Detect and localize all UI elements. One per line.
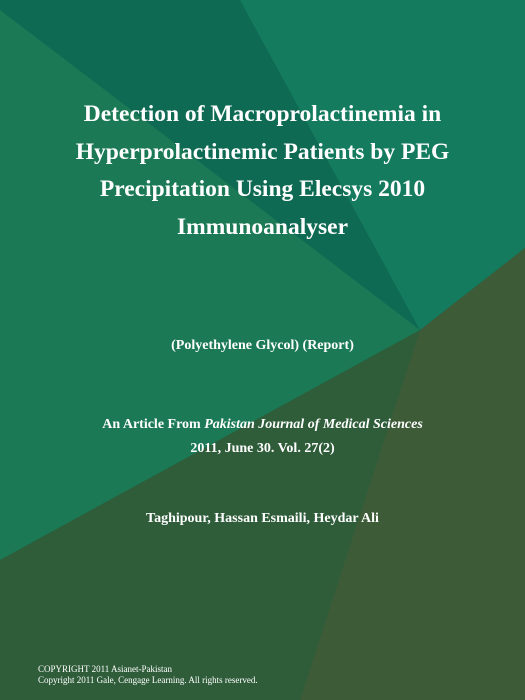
authors: Taghipour, Hassan Esmaili, Heydar Ali (146, 511, 379, 526)
book-title (20, 96, 505, 246)
title-line-1: Detection of Macroprolactinemia in (83, 101, 442, 127)
article-source-line (20, 413, 505, 437)
title-line-3: Precipitation Using Elecsys 2010 (99, 176, 426, 202)
copyright-line-2: Copyright 2011 Gale, Cengage Learning. All rights reserved. (38, 674, 258, 685)
title-line-2: Hyperprolactinemic Patients by PEG (75, 138, 450, 165)
copyright-line-1: COPYRIGHT 2011 Asianet-Pakistan (38, 664, 172, 674)
article-info (20, 413, 505, 461)
book-subtitle: (Polyethylene Glycol) (Report) (171, 338, 354, 353)
copyright-notice (38, 664, 508, 685)
title-line-4: Immunoanalyser (176, 213, 349, 240)
article-prefix: An Article From (102, 417, 205, 432)
journal-name: Pakistan Journal of Medical Sciences (204, 417, 423, 432)
article-date-volume: 2011, June 30. Vol. 27(2) (190, 441, 335, 456)
